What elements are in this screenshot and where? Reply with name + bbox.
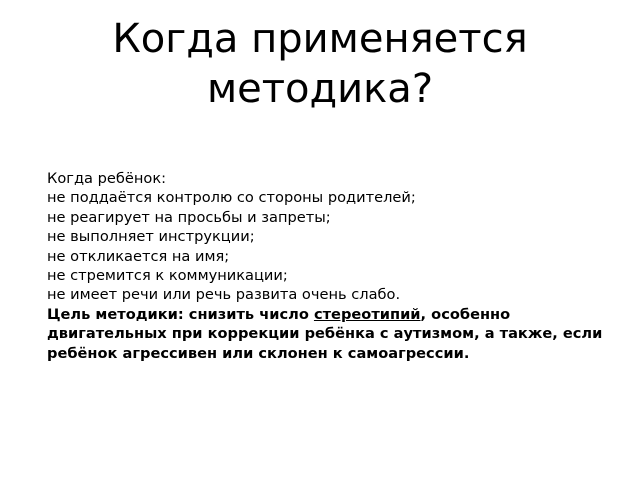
list-item: не имеет речи или речь развита очень слабо.: [47, 286, 401, 304]
slide-title: [0, 14, 640, 114]
list-item: не откликается на имя;: [47, 247, 230, 265]
intro-text: Когда ребёнок:: [47, 170, 167, 187]
goal-text-start: Цель методики: снизить число: [47, 305, 314, 323]
slide-body: [47, 169, 607, 363]
goal-text-end: , особенно двигательных при коррекции ребёнка с аутизмом, а также, если ребёнок агрессивен или склонен к самоагрессии.: [47, 305, 603, 362]
slide-title-line-2: методика?: [206, 66, 434, 112]
goal-paragraph: [47, 305, 607, 363]
list-item: не выполняет инструкции;: [47, 228, 255, 246]
slide-title-line-1: Когда применяется: [112, 16, 528, 62]
list-item: не реагирует на просьбы и запреты;: [47, 208, 331, 226]
list-item: не стремится к коммуникации;: [47, 267, 288, 285]
list-item: не поддаётся контролю со стороны родителей;: [47, 189, 416, 207]
stereotypies-link[interactable]: стереотипий: [313, 305, 421, 323]
